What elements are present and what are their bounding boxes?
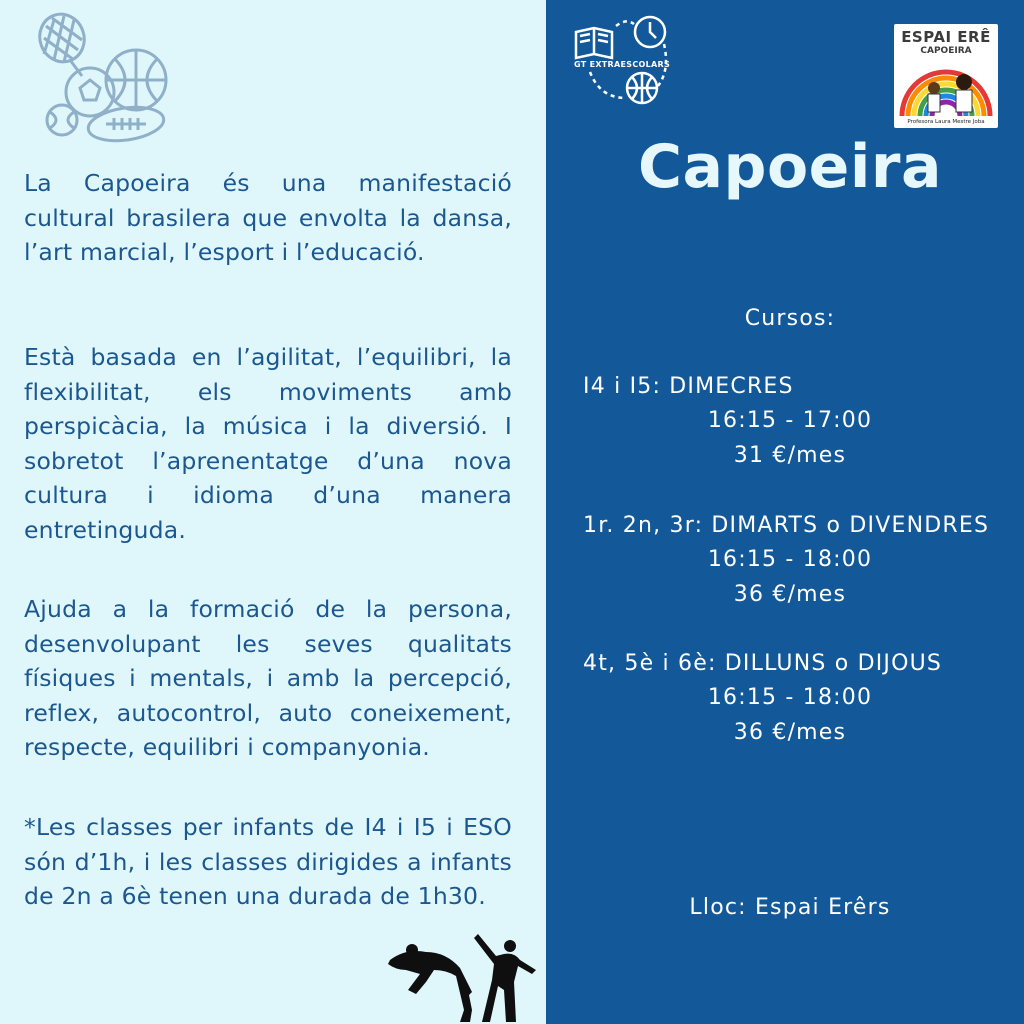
location-label: Lloc: Espai Erêrs (689, 895, 891, 920)
espai-ere-logo-subtitle: CAPOEIRA (920, 46, 972, 56)
schedule-time-i4-i5: 16:15 - 17:00 (707, 408, 873, 433)
intro-paragraph: La Capoeira és una manifestació cultural brasilera que envolta la dansa, l’art marcial, l’esport i l’educació. (24, 169, 512, 267)
schedule-group-1r-3r: 1r. 2n, 3r: DIMARTS o DIVENDRES (583, 513, 990, 538)
capoeira-dancers-silhouette (386, 930, 546, 1024)
espai-ere-logo-footer: Profesora Laura Mestre Joba (907, 119, 985, 125)
basis-paragraph: Està basada en l’agilitat, l’equilibri, la flexibilitat, els moviments amb perspicàcia, la música i la diversió. I sobretot l’aprenentatge d’una nova cultura i idioma d’una manera entretinguda. (24, 343, 512, 544)
espai-ere-logo-title: ESPAI ERÊ (901, 28, 991, 46)
schedule-time-4t-6e: 16:15 - 18:00 (707, 685, 873, 710)
duration-note-paragraph: *Les classes per infants de I4 i I5 i ESO són d’1h, i les classes dirigides a infants de 2n a 6è tenen una durada de 1h30. (24, 813, 512, 911)
courses-label: Cursos: (744, 306, 836, 331)
benefits-paragraph: Ajuda a la formació de la persona, desenvolupant les seves qualitats físiques i mentals, i amb la percepció, reflex, autocontrol, auto coneixement, respecte, equilibri i companyonia. (24, 595, 512, 762)
sports-balls-icon (30, 10, 180, 145)
page-title: Capoeira (637, 132, 943, 202)
rainbow-icon (894, 54, 998, 118)
schedule-price-1r-3r: 36 €/mes (733, 582, 847, 607)
schedule-price-i4-i5: 31 €/mes (733, 443, 847, 468)
schedule-group-i4-i5: I4 i I5: DIMECRES (583, 374, 794, 399)
schedule-group-4t-6e: 4t, 5è i 6è: DILLUNS o DIJOUS (583, 651, 943, 676)
schedule-time-1r-3r: 16:15 - 18:00 (707, 547, 873, 572)
gt-extraescolars-label: GT EXTRAESCOLARS (574, 60, 671, 69)
schedule-price-4t-6e: 36 €/mes (733, 720, 847, 745)
espai-ere-logo (894, 24, 998, 128)
